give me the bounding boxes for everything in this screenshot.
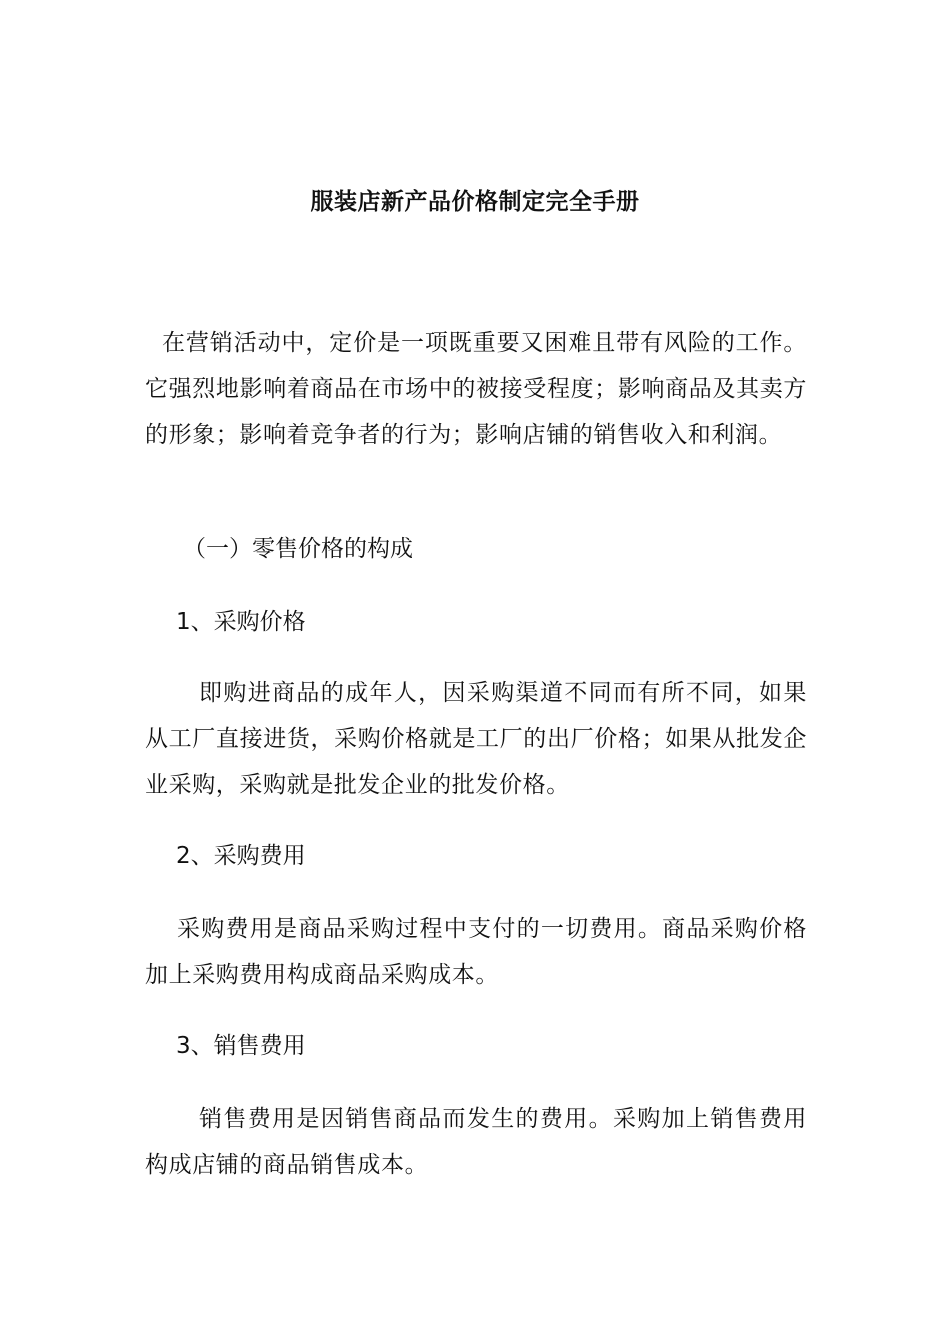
item-3-heading <box>176 1030 306 1062</box>
item-2-heading <box>176 840 306 872</box>
item-3-number: 3 <box>176 1033 191 1059</box>
item-2-body: 采购费用是商品采购过程中支付的一切费用。商品采购价格加上采购费用构成商品采购成本。 <box>145 916 807 988</box>
intro-paragraph: 在营销活动中，定价是一项既重要又困难且带有风险的工作。它强烈地影响着商品在市场中的被接受程度；影响商品及其卖方的形象；影响着竞争者的行为；影响店铺的销售收入和利润。 <box>145 330 807 448</box>
document-title: 服装店新产品价格制定完全手册 <box>310 189 640 215</box>
item-3-body: 销售费用是因销售商品而发生的费用。采购加上销售费用构成店铺的商品销售成本。 <box>145 1106 807 1178</box>
item-1-number: 1 <box>176 609 191 635</box>
item-2-number: 2 <box>176 843 191 869</box>
item-3-heading-text: 、销售费用 <box>190 1033 306 1059</box>
item-1-heading <box>176 606 306 638</box>
item-1-heading-text: 、采购价格 <box>190 609 306 635</box>
section-heading: （一）零售价格的构成 <box>183 536 413 562</box>
item-2-heading-text: 、采购费用 <box>190 843 306 869</box>
item-1-body: 即购进商品的成年人，因采购渠道不同而有所不同，如果从工厂直接进货，采购价格就是工厂的出厂价格；如果从批发企业采购，采购就是批发企业的批发价格。 <box>145 680 807 798</box>
